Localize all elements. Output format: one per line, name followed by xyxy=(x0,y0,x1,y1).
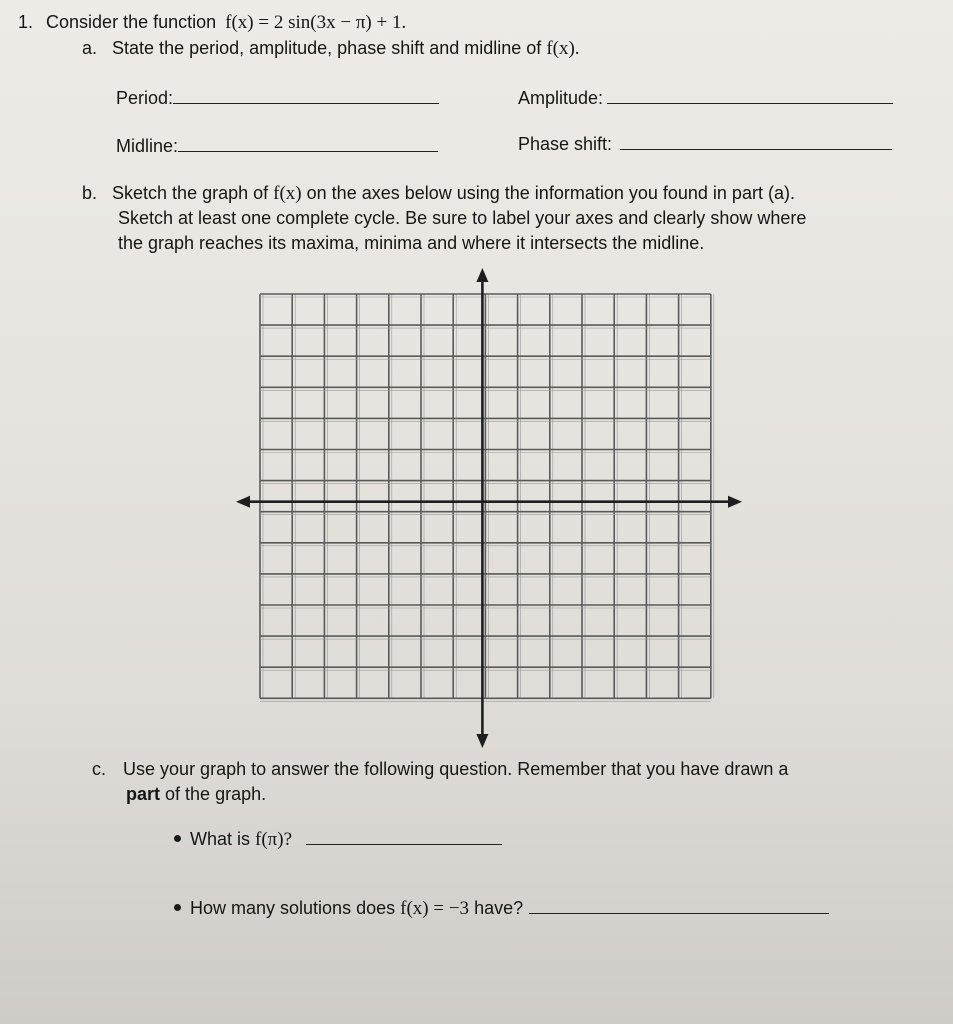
phase-shift-answer-blank[interactable] xyxy=(620,149,892,150)
question-1-heading xyxy=(18,12,406,34)
bullet2-prefix: How many solutions does xyxy=(190,898,396,918)
bullet1-func: f(π)? xyxy=(255,829,293,850)
part-a-text: State the period, amplitude, phase shift and midline of xyxy=(112,38,542,58)
period-row xyxy=(116,88,439,109)
part-b-prompt xyxy=(82,180,922,207)
part-a-letter: a. xyxy=(82,38,98,58)
x-axis-left-arrow-icon xyxy=(236,496,250,508)
part-b-line1-prefix: Sketch the graph of xyxy=(112,183,269,203)
grid-canvas[interactable] xyxy=(232,268,752,750)
bullet1-answer-blank[interactable] xyxy=(306,844,502,845)
part-b-line3: the graph reaches its maxima, minima and where it intersects the midline. xyxy=(118,233,705,253)
phase-shift-label: Phase shift: xyxy=(518,134,613,154)
part-a-func: f(x). xyxy=(546,38,580,59)
period-answer-blank[interactable] xyxy=(173,103,439,104)
part-c-bold-word: part xyxy=(126,784,161,804)
part-c-line2 xyxy=(126,781,266,807)
part-b-letter: b. xyxy=(82,183,98,203)
question-number: 1. xyxy=(18,12,34,32)
period-label: Period: xyxy=(116,88,174,108)
question-intro: Consider the function xyxy=(46,12,217,32)
part-c-line2-rest: of the graph. xyxy=(165,784,267,804)
bullet-dot-icon xyxy=(174,904,181,911)
bullet2-answer-blank[interactable] xyxy=(529,913,829,914)
amplitude-label: Amplitude: xyxy=(518,88,604,108)
part-c-line1 xyxy=(92,756,788,782)
coordinate-grid[interactable] xyxy=(232,268,752,750)
part-a-prompt xyxy=(82,38,580,60)
part-b-line1-func: f(x) xyxy=(273,183,302,204)
midline-label: Midline: xyxy=(116,136,179,156)
part-c-text: Use your graph to answer the following question. Remember that you have drawn a xyxy=(123,759,789,779)
x-axis-right-arrow-icon xyxy=(728,496,742,508)
bullet-dot-icon xyxy=(174,835,181,842)
bullet-question-2 xyxy=(174,898,829,920)
bullet1-prefix: What is xyxy=(190,829,251,849)
amplitude-answer-blank[interactable] xyxy=(607,103,893,104)
midline-row xyxy=(116,136,438,157)
part-b-line1-suffix: on the axes below using the information you found in part (a). xyxy=(306,183,795,203)
midline-answer-blank[interactable] xyxy=(178,151,438,152)
bullet-question-1 xyxy=(174,829,502,851)
part-c-letter: c. xyxy=(92,759,107,779)
y-axis-down-arrow-icon xyxy=(476,734,488,748)
phase-shift-row xyxy=(518,134,892,155)
bullet2-suffix: have? xyxy=(474,898,524,918)
amplitude-row xyxy=(518,88,893,109)
part-b-line2: Sketch at least one complete cycle. Be sure to label your axes and clearly show where xyxy=(118,208,807,228)
function-definition: f(x) = 2 sin(3x − π) + 1. xyxy=(225,12,407,33)
y-axis-up-arrow-icon xyxy=(476,268,488,282)
bullet2-func: f(x) = −3 xyxy=(400,898,470,919)
